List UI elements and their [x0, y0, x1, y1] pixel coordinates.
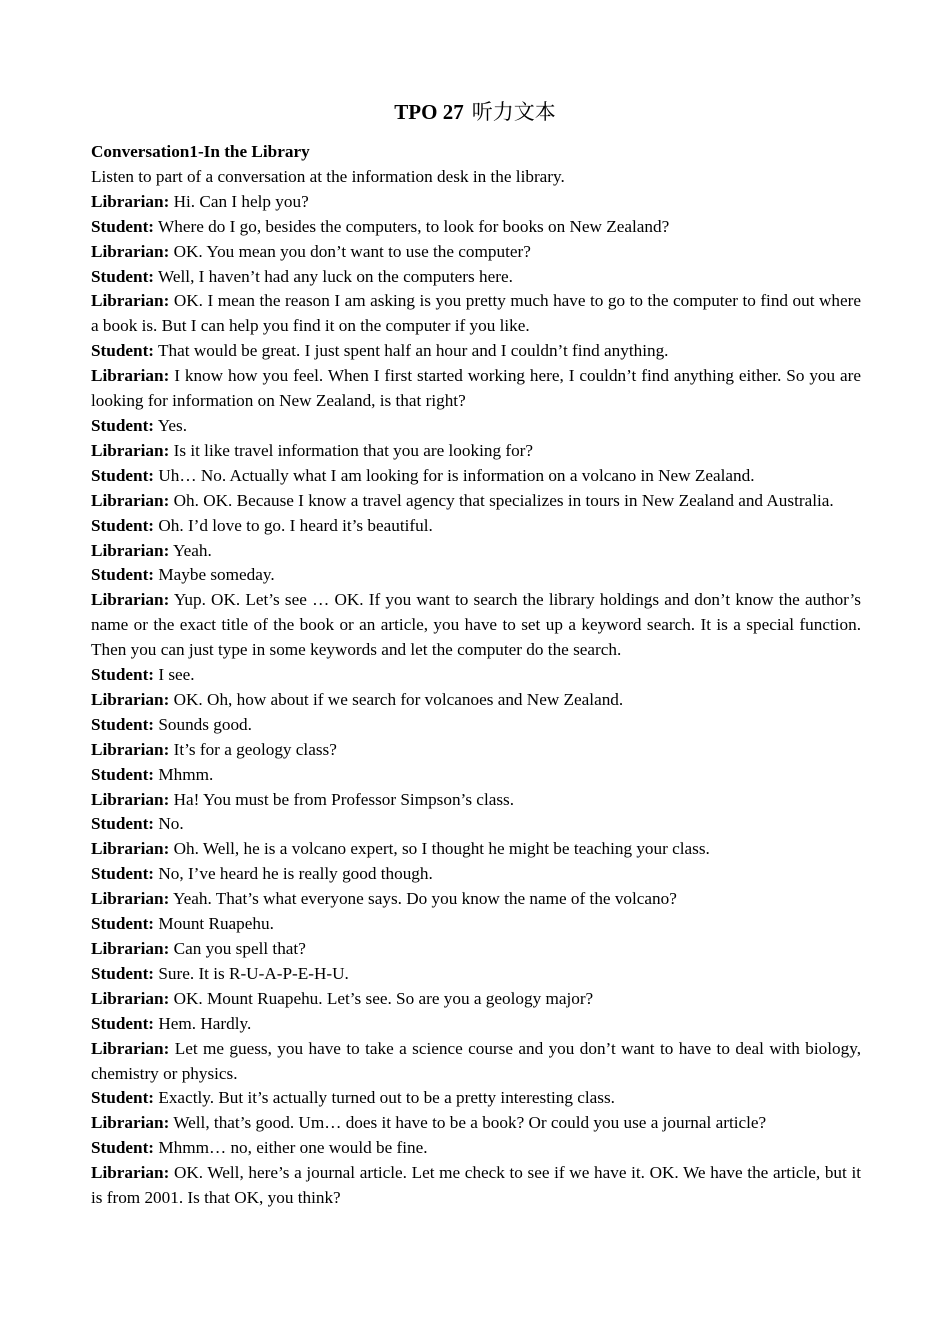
speaker-label: Student: [91, 864, 155, 884]
dialogue-line [91, 987, 861, 1012]
dialogue-line [91, 414, 861, 439]
speaker-label: Librarian: [91, 291, 170, 311]
speaker-label: Librarian: [91, 1113, 170, 1133]
speaker-label: Librarian: [91, 839, 170, 859]
speaker-label: Student: [91, 714, 155, 734]
dialogue-line [91, 240, 861, 265]
speaker-label: Librarian: [91, 366, 170, 386]
utterance-text: Oh. OK. Because I know a travel agency that specializes in tours in New Zealand and Australia. [173, 490, 834, 510]
dialogue-line [91, 1012, 861, 1037]
dialogue-line [91, 588, 861, 663]
title-english: TPO 27 [394, 100, 464, 124]
utterance-text: Oh. I’d love to go. I heard it’s beautiful. [158, 515, 433, 535]
dialogue-line [91, 364, 861, 414]
dialogue-line [91, 265, 861, 290]
speaker-label: Librarian: [91, 689, 170, 709]
dialogue-line [91, 563, 861, 588]
dialogue-line [91, 713, 861, 738]
dialogue-line [91, 190, 861, 215]
utterance-text: Hem. Hardly. [158, 1013, 252, 1033]
dialogue-line [91, 912, 861, 937]
utterance-text: Yeah. That’s what everyone says. Do you know the name of the volcano? [172, 889, 677, 909]
speaker-label: Student: [91, 515, 155, 535]
dialogue-line [91, 1037, 861, 1087]
utterance-text: OK. Oh, how about if we search for volcanoes and New Zealand. [173, 689, 624, 709]
utterance-text: Mhmm. [158, 764, 214, 784]
dialogue-line [91, 738, 861, 763]
utterance-text: Hi. Can I help you? [173, 191, 309, 211]
speaker-label: Librarian: [91, 939, 170, 958]
utterance-text: Yup. OK. Let’s see … OK. If you want to search the library holdings and don’t know the author’s name or the exact title of the book or an article, you have to set up a keyword search. It is a special function. Then you can just type in some keywords and let the computer do the search. [91, 590, 861, 660]
speaker-label: Student: [91, 1138, 155, 1158]
utterance-text: Yes. [157, 415, 188, 435]
speaker-label: Librarian: [91, 1038, 170, 1058]
speaker-label: Student: [91, 341, 155, 361]
utterance-text: No. [158, 814, 184, 834]
speaker-label: Librarian: [91, 540, 170, 560]
dialogue-line [91, 464, 861, 489]
dialogue-line [91, 215, 861, 240]
dialogue-line [91, 763, 861, 788]
dialogue-line [91, 1136, 861, 1161]
dialogue-list [91, 190, 861, 1211]
dialogue-line [91, 1161, 861, 1211]
speaker-label: Librarian: [91, 241, 170, 261]
dialogue-line [91, 788, 861, 813]
transcript-body [91, 140, 861, 1211]
dialogue-line [91, 962, 861, 987]
speaker-label: Student: [91, 465, 155, 485]
speaker-label: Librarian: [91, 1163, 170, 1183]
utterance-text: That would be great. I just spent half an hour and I couldn’t find anything. [158, 341, 669, 361]
utterance-text: Maybe someday. [158, 565, 275, 585]
utterance-text: OK. Mount Ruapehu. Let’s see. So are you a geology major? [173, 988, 594, 1008]
page-title [0, 97, 950, 127]
speaker-label: Librarian: [91, 988, 170, 1008]
dialogue-line [91, 1111, 861, 1136]
utterance-text: OK. You mean you don’t want to use the computer? [173, 241, 531, 261]
dialogue-line [91, 439, 861, 464]
title-chinese: 听力文本 [471, 100, 556, 124]
speaker-label: Student: [91, 1088, 155, 1108]
dialogue-line [91, 663, 861, 688]
utterance-text: Ha! You must be from Professor Simpson’s class. [173, 789, 515, 809]
utterance-text: Uh… No. Actually what I am looking for is information on a volcano in New Zealand. [158, 465, 755, 485]
dialogue-line [91, 837, 861, 862]
utterance-text: Mhmm… no, either one would be fine. [158, 1138, 428, 1158]
dialogue-line [91, 1086, 861, 1111]
utterance-text: Well, I haven’t had any luck on the computers here. [158, 266, 513, 286]
dialogue-line [91, 812, 861, 837]
utterance-text: Mount Ruapehu. [158, 914, 274, 934]
utterance-text: Where do I go, besides the computers, to look for books on New Zealand? [158, 216, 670, 236]
dialogue-line [91, 688, 861, 713]
speaker-label: Librarian: [91, 490, 170, 510]
utterance-text: Sure. It is R-U-A-P-E-H-U. [158, 963, 349, 983]
utterance-text: Well, that’s good. Um… does it have to be a book? Or could you use a journal article? [173, 1113, 767, 1133]
utterance-text: Sounds good. [158, 714, 252, 734]
utterance-text: No, I’ve heard he is really good though. [158, 864, 433, 884]
speaker-label: Student: [91, 665, 155, 685]
speaker-label: Student: [91, 764, 155, 784]
section-heading: Conversation1-In the Library [91, 142, 310, 161]
speaker-label: Student: [91, 216, 155, 236]
utterance-text: Oh. Well, he is a volcano expert, so I thought he might be teaching your class. [173, 839, 710, 859]
speaker-label: Librarian: [91, 440, 170, 460]
utterance-text: Exactly. But it’s actually turned out to be a pretty interesting class. [158, 1088, 615, 1108]
speaker-label: Student: [91, 914, 155, 934]
speaker-label: Student: [91, 814, 155, 834]
speaker-label: Student: [91, 266, 155, 286]
speaker-label: Librarian: [91, 889, 170, 909]
utterance-text: OK. Well, here’s a journal article. Let me check to see if we have it. OK. We have the article, but it is from 2001. Is that OK, you think? [91, 1163, 861, 1208]
utterance-text: It’s for a geology class? [173, 739, 337, 759]
speaker-label: Librarian: [91, 191, 170, 211]
utterance-text: I know how you feel. When I first started working here, I couldn’t find anything either. So you are looking for information on New Zealand, is that right? [91, 366, 862, 411]
speaker-label: Student: [91, 415, 155, 435]
dialogue-line [91, 289, 861, 339]
dialogue-line [91, 937, 861, 962]
speaker-label: Librarian: [91, 590, 170, 610]
speaker-label: Librarian: [91, 789, 170, 809]
utterance-text: Can you spell that? [173, 939, 306, 958]
speaker-label: Librarian: [91, 739, 170, 759]
dialogue-line [91, 339, 861, 364]
dialogue-line [91, 862, 861, 887]
speaker-label: Student: [91, 565, 155, 585]
speaker-label: Student: [91, 963, 155, 983]
dialogue-line [91, 514, 861, 539]
intro-text: Listen to part of a conversation at the information desk in the library. [91, 166, 565, 186]
dialogue-line [91, 539, 861, 564]
dialogue-line [91, 887, 861, 912]
utterance-text: Yeah. [172, 540, 212, 560]
utterance-text: Let me guess, you have to take a science course and you don’t want to have to deal with biology, chemistry or physics. [91, 1038, 861, 1083]
utterance-text: OK. I mean the reason I am asking is you pretty much have to go to the computer to find out where a book is. But I can help you find it on the computer if you like. [91, 291, 862, 336]
utterance-text: Is it like travel information that you are looking for? [173, 440, 534, 460]
utterance-text: I see. [158, 665, 195, 685]
dialogue-line [91, 489, 861, 514]
speaker-label: Student: [91, 1013, 155, 1033]
